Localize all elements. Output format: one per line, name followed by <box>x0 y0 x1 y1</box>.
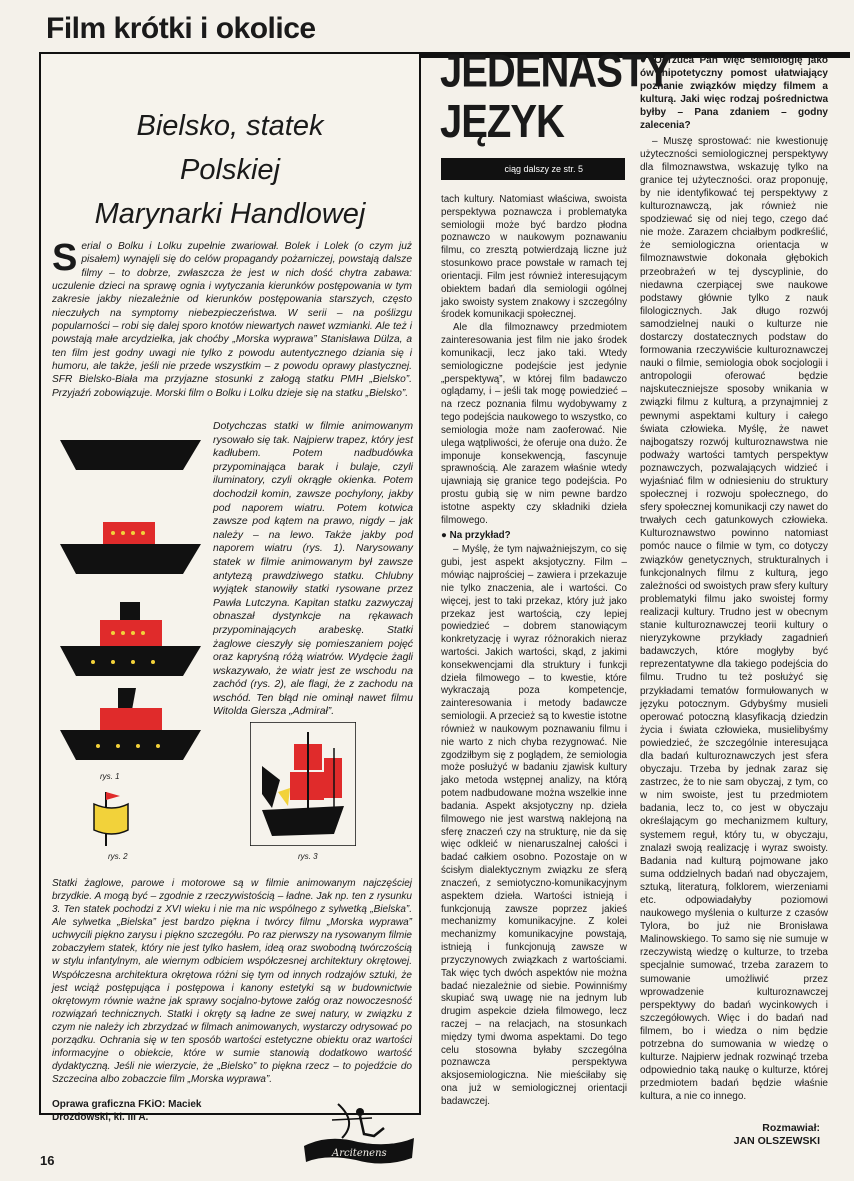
story-title-line-2: Polskiej <box>180 154 280 186</box>
intro-text: erial o Bolku i Lolku zupełnie zwariował. Bolek i Lolek (o czym już pisałem) wynajęli się do celów propagandy pożarniczej, powstają dalsze filmy – to dobrze, zwłaszcza że jest w nich dość chytra zabawa: uczulenie dzieci na sprawę ognia i wytyczania kierunków postępowania w tym zakresie jakby niezależnie od kierunków postępowania starszych, często nieczułych na symptomy niebezpieczeństwa. W serii – na poślizgu popularności – robi się dalej sporo knotów niewartych nawet wzmianki. Ale też i powstają małe arcydziełka, jak choćby „Morska wyprawa” Stanisława Dülza, a ten film jest godny uwagi nie tylko z powodu autentycznego dziania się i humoru, ale także, jeśli nie przede wszystkim – z powodu oprawy plastycznej. SFR Bielsko-Biała ma przyjazne stosunki z załogą statku PMH „Bielsko”. Przyjaźń zobowiązuje. Morski film o Bolku i Lolku dzieje się na statku „Bielsko”. <box>52 241 412 399</box>
question-2: ● Odrzuca Pan więc semiologię jako ów hipotetyczny pomost ułatwiający poznanie związków między filmem a kulturą. Jaki więc rodzaj pośrednictwa byłby – Pana zdaniem – godny zalecenia? <box>640 55 828 132</box>
interviewer-name: JAN OLSZEWSKI <box>733 1135 820 1147</box>
question-1: ● Na przykład? <box>441 529 511 541</box>
mid-paragraph-2: Ale dla filmoznawcy przedmiotem zainteresowania jest film nie jako środek komunikacji, lecz jako taki. Wtedy semiologiczne podejście jest jedynie „perspektywą”, w której film badawczo oglądamy, i – jeśli tak mogę powiedzieć – na rzecz poznania filmu wydobywamy z tego podejścia naukowego to wszystko, co semiologia może nam zaoferować. Nie ulega wątpliwości, że oferuje ona dużo. Że imponuje konsekwencją, fascynuje sprawnością. Ale zarazem właśnie wtedy ujawniają się granice tego podejścia. Po prostu gubią się w nim pewne bardzo istotne aspekty czy składniki dzieła filmowego. <box>441 322 627 526</box>
interviewer-credit <box>640 1122 820 1148</box>
ship-4 <box>60 688 201 760</box>
galleon-illustration <box>250 722 356 846</box>
caption-rys-3: rys. 3 <box>298 852 318 861</box>
svg-text:Arcitenens: Arcitenens <box>332 1148 387 1159</box>
closing-paragraph: Statki żaglowe, parowe i motorowe są w filmie animowanym najczęściej brzydkie. A mogą być – zgodnie z rzeczywistością – ładne. Jak np. ten z rysunku 3. Ten statek pochodzi z XVI wieku i nie ma nic wspólnego z sylwetką „Bielska”. Ale sylwetka „Bielska” jest bardzo piękna i twórcy filmu „Morska wyprawa” uchwycili piękno zarysu i piękno szczegółu. Po raz pierwszy na rysowanym filmie zobaczyłem statek, który nie jest tylko hasłem, ideą oraz swobodną twórczością w stylu infantylnym, ale wiernym odbiciem współczesnej architektury okrętowej. Współczesna architektura okrętowa różni się tym od innych rodzajów sztuki, że jest wciąż postępująca i postępowa i kanony estetyki są w budownictwie okrętowym równie ważne jak sprawy socjalno-bytowe załóg oraz nowoczesność rozwiązań technicznych. Statki i okręty są ładne ze swej natury, w związku z czym nie należy ich zbrzydzać w filmach animowanych, wystarczy odrysować po porządku. Ochrania się w ten sposób wartości estetyczne obiektu oraz wartości informacyjne o obiekcie, które w sumie stanowią dodatkowo wartość dydaktyczną. Jeśli nie wierzycie, że „Bielsko” to piękna rzecz – to pojedźcie do Szczecina albo zobaczcie film „Morska wyprawa”. <box>52 878 412 1086</box>
page-number: 16 <box>40 1153 55 1168</box>
interviewer-label: Rozmawiał: <box>762 1122 820 1134</box>
middle-column <box>441 194 627 1109</box>
mid-paragraph-3: – Myślę, że tym najważniejszym, co się gubi, jest aspekt aksjotyczny. Film – mówiąc najprościej – zawiera i przekazuje nie tylko znaczenia, ale i wartości. Co więcej, jest to taki przekaz, który już jako przekaz jest wartością, czy lepiej powiedzieć – dobrem stanowiącym konkretyzację i wyraz różnorakich nieraz wartości. Jakich wartości, skąd, z jakimi konsekwencjami dla struktury i funkcji dzieła filmowego – to kwestie, które wykraczają poza kompetencje, zainteresowania i metody badawcze semiologii. A przecież są to kwestie istotne również w naukowym poznawaniu filmu i nie warto z nich chyba rezygnować. Nie zgodziłbym się z poglądem, że semiologia może posłużyć w badaniu zjawisk kultury jako metoda wstępnej analizy, na którą potem nadbudowane można wszelkie inne badania. Aspekt aksjotyczny np. dzieła filmowego nie jest warstwą naklejoną na sferę znaczeń czy na strukturę, nie da się więc odkleić w nienaruszalnej całości i badać całkiem osobno. Pozostaje on w ścisłym dialektycznym związku ze sferą znaczeń, z semiotyczno-komunikacyjnym aspektem dzieła. Wartości istnieją i funkcjonują zawsze poprzez jakieś mechanizmy komunikacyjne. Z kolei mechanizmy komunikacyjne powstają, istnieją i funkcjonują zawsze w przyczynowych związkach z wartościami. Tak więc tych dwóch aspektów nie można badać niezależnie od siebie. Powinniśmy skupiać swą uwagę nie na jednym lub drugim aspekcie dzieła filmowego, lecz raczej – na relacjach, na stosunkach między tymi dwoma aspektami. Do tego celu stosowna byłaby szczególna poznawcza perspektywa aksjosemiologiczna. Nie mieściłaby się ona już w semiologicznej orientacji badawczej. <box>441 544 627 1107</box>
ship-1 <box>60 440 201 470</box>
ships-paragraph: Dotychczas statki w filmie animowanym rysowało się tak. Najpierw trapez, który jest kadłubem. Potem nadbudówka przypominająca barak i bulaje, czyli iluminatory, czyli okrągłe okienka. Potem dochodził komin, zawsze pochylony, jakby pod naporem wiatru. Potem kotwica zawsze pod kątem na prawo, nigdy – jak należy – na lewo. Także jakby pod naporem wiatru (rys. 1). Narysowany statek w filmie animowanym był zawsze antytezą prawdziwego statku. Chlubny wyjątek stanowiły statki rysowane przez Pawła Lutczyna. Kapitan statku zazwyczaj obnaszał dystynkcje na rękawach przypominających arabeskę. Statki żaglowe cieszyły się pomieszaniem pojęć oraz kapryśną różą wiatrów. Wydęcie żagli wskazywało, że wiatr jest ze wschodu na zachód (rys. 2), ale flagi, że z zachodu na wschód. Ten błąd nie ominął nawet filmu Witolda Giersza „Admirał”. <box>213 421 413 718</box>
right-paragraph: – Muszę sprostować: nie kwestionuję użyteczności semiologicznej perspektywy dla filmoznawstwa, wskazuję tylko na granice tej użyteczności. oraz proponuję, by nie identyfikować tej perspektywy z kulturoznawczą, jak również nie spodziewać się od niej tego, czego dać nie może. Zarazem chciałbym podkreślić, że semiologiczna orientacja w filmoznawstwie dokonała głębokich przeobrażeń w tej dyscyplinie, do niedawna czerpiącej swe naukowe podstawy głównie tylko z nauk filologicznych. Jak długo rozwój samodzielnej nauki o kulturze nie dostarczy dostatecznych podstaw do formowania rzeczywiście kulturoznawczej nauki o filmie, semiologia obok socjologii i antropologii oferować będzie najskuteczniejsze sposoby wnikania w związki filmu z kulturą, a przynajmniej z pewnymi aspektami kultury i całego świata człowieka. Myślę, że nawet najbogatszy rozwój kulturoznawstwa nie podważy wartości tamtych perspektyw poznawczych, pozwalających widzieć i wyjaśniać film w odniesieniu do struktury społecznej i rozwoju społecznego, do sfery społecznej komunikacji czy nawet do trwałych cech gatunkowych człowieka. Kulturoznawstwo powinno natomiast pomóc nauce o filmie w tym, co dotyczy związków genetycznych, strukturalnych i funkcjonalnych filmu z kulturą, jego zależności od swoistych praw sfery kultury problematyki filmu jako swoistej formy realizacji kultury. Trudno jest w obecnym stanie kulturoznawczej teorii kultury o nieryzykowne przykłady zagadnień badawczych, które mogłyby być reprezentatywne dla takiego podejścia do filmu. Trudno tu też posłużyć się przykładami tematów formułowanych w języku potocznym. Gdybyśmy musieli operować potoczną klasyfikacją dziedzin życia i świata człowieka, musielibyśmy powiedzieć, że szczególnie interesująca dla badań kulturoznawczych jest sfera obyczaju. Trzeba by jednak zaraz się zastrzec, że to nie sam obyczaj, z tym, co w nim swoiste, jest tu przedmiotem badania, lecz to, co jest w obyczaju określającym go mechanizmem kultury, systemem reguł, który tu, w obyczaju, znalazł swoją realizację i wyraz swoisty. Badania nad kulturą pojmowane jako suma oddzielnych badań nad obyczajem, sztuką, literaturą, folklorem, wierzeniami etc. odpowiadałyby poziomowi naukowego myślenia o kulturze z czasów Tylora, bo już nie Bronisława Malinowskiego. To samo się nie sumuje w rzeczywistą wiedzę o kulturze, to trzeba specjalnie sumować, trzeba zarazem to sumowanie umożliwić przez wprowadzenie kulturoznawczej perspektywy do badań wycinkowych i szczegółowych. Więc i do badań nad filmem, bo i wiedza o nim będzie potrzebna do sumowania w wiedzę o kulturze. Najpierw jednak rozwinąć trzeba odpowiednio taką naukę o kulturze, której przedmiotem badań będzie właśnie kultura, a nie co innego. <box>640 135 828 1103</box>
continued-banner: ciąg dalszy ze str. 5 <box>441 158 625 180</box>
mid-paragraph-1: tach kultury. Natomiast właściwa, swoista perspektywa poznawcza i problematyka semiologii może być bardzo płodna poznawczo w naukowym poznawaniu filmu, co zresztą potwierdzają liczne już stosunkowo prace powstałe w ramach tej orientacji. Film jest również interesującym obiektem badań dla semiologii ogólnej jako swoisty system znakowy i szczególny środek komunikacji społecznej. <box>441 194 627 321</box>
article-title-line-2: JĘZYK <box>440 96 564 148</box>
section-title: Film krótki i okolice <box>46 12 316 45</box>
story-title-line-1: Bielsko, statek <box>136 110 324 142</box>
ship-2 <box>60 522 201 574</box>
ships-illustration <box>58 430 203 770</box>
caption-rys-2: rys. 2 <box>108 852 128 861</box>
right-column <box>640 52 828 1104</box>
intro-paragraph <box>52 237 412 400</box>
arcitenens-logo <box>298 1098 418 1168</box>
graphics-credit: Oprawa graficzna FKiO: Maciek Drozdowski, kl. III A. <box>52 1099 202 1123</box>
article-title-line-1: JEDENASTY <box>440 46 672 97</box>
caption-rys-1: rys. 1 <box>100 772 120 781</box>
article-title <box>440 46 672 148</box>
ship-3 <box>60 602 201 676</box>
story-title-line-3: Marynarki Handlowej <box>94 198 366 230</box>
drop-cap: S <box>52 237 78 279</box>
story-title <box>40 104 420 236</box>
sail-illustration <box>88 790 138 848</box>
